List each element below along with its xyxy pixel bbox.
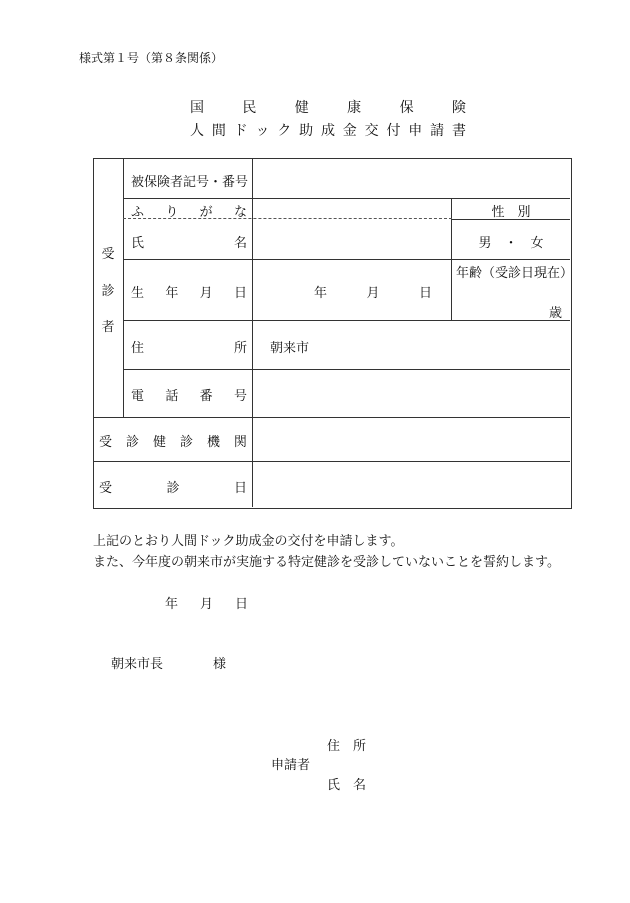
title-char: 付: [386, 123, 401, 139]
label-char: 月: [199, 286, 213, 301]
title-char: ド: [233, 123, 248, 139]
label-char: 関: [233, 435, 247, 450]
title-char: 健: [294, 100, 309, 116]
label-char: な: [233, 205, 247, 220]
label-char: 年: [165, 286, 179, 301]
date-unit: 年: [165, 597, 179, 612]
address-label: [131, 337, 247, 356]
title-char: 助: [299, 123, 314, 139]
age-label: 年齢（受診日現在）: [456, 266, 574, 281]
title-char: ク: [277, 123, 292, 139]
application-date[interactable]: [165, 593, 248, 612]
name-field[interactable]: [254, 220, 450, 258]
exam-date-label: [99, 477, 247, 496]
declaration-line: 上記のとおり人間ドック助成金の交付を申請します。: [93, 534, 404, 549]
label-char: 話: [165, 389, 179, 404]
title-char: 民: [242, 100, 257, 116]
applicant-name-label[interactable]: 氏 名: [327, 778, 367, 793]
label-char: 診: [125, 435, 139, 450]
phone-label: [131, 385, 247, 404]
date-unit: 月: [200, 597, 214, 612]
label-char: 日: [233, 286, 247, 301]
title-char: 人: [190, 123, 204, 139]
label-char: 生: [131, 286, 145, 301]
table-divider: [94, 417, 570, 418]
table-divider: [123, 369, 570, 370]
facility-field[interactable]: [254, 419, 570, 460]
title-char: 金: [342, 123, 357, 139]
unit-char: 年: [314, 286, 328, 301]
applicant-label: 申請者: [271, 758, 311, 773]
table-divider: [123, 198, 570, 199]
label-char: 番: [199, 389, 213, 404]
gender-options[interactable]: 男 ・ 女: [478, 236, 544, 251]
patient-section-label: [98, 243, 118, 335]
title-char: 成: [320, 123, 335, 139]
label-char: 電: [131, 389, 145, 404]
facility-label: [99, 431, 247, 450]
label-char: 住: [131, 341, 145, 356]
birthdate-label: [131, 282, 247, 301]
label-char: が: [199, 205, 213, 220]
title-line-1: [190, 97, 466, 117]
table-divider: [123, 320, 570, 321]
label-char: 受: [101, 247, 115, 262]
label-char: 機: [206, 435, 220, 450]
title-char: 険: [451, 100, 466, 116]
label-char: 診: [179, 435, 193, 450]
label-char: り: [165, 205, 179, 220]
address-field[interactable]: 朝来市: [270, 341, 310, 356]
phone-field[interactable]: [254, 371, 570, 415]
gender-header: 性 別: [491, 205, 531, 220]
date-unit: 日: [235, 597, 249, 612]
title-char: 国: [190, 100, 204, 116]
title-char: 間: [211, 123, 226, 139]
title-char: 交: [364, 123, 379, 139]
title-char: 保: [399, 100, 414, 116]
label-char: 日: [233, 481, 247, 496]
label-char: ふ: [131, 205, 145, 220]
title-char: 書: [451, 123, 466, 139]
furigana-field[interactable]: [254, 200, 450, 217]
label-char: 者: [101, 320, 115, 335]
addressee: [111, 653, 226, 672]
declaration-line: また、今年度の朝来市が実施する特定健診を受診していないことを誓約します。: [93, 555, 560, 570]
title-char: 申: [408, 123, 423, 139]
label-char: 氏: [131, 236, 145, 251]
application-form-table: [93, 158, 572, 509]
unit-char: 日: [418, 286, 432, 301]
label-char: 診: [101, 283, 115, 299]
title-char: ッ: [255, 123, 270, 139]
insured-number-label: 被保険者記号・番号: [131, 175, 249, 190]
unit-char: 月: [366, 286, 380, 301]
label-char: 健: [152, 435, 166, 450]
label-char: 受: [99, 481, 113, 496]
exam-date-field[interactable]: [254, 463, 570, 506]
name-label: [131, 232, 247, 251]
label-char: 受: [99, 435, 113, 450]
declaration: [93, 531, 560, 573]
furigana-label: [131, 201, 247, 220]
age-unit[interactable]: 歳: [549, 306, 563, 321]
form-number: 様式第１号（第８条関係）: [79, 51, 224, 65]
table-divider: [252, 159, 253, 507]
insured-number-field[interactable]: [254, 160, 570, 197]
title-char: 請: [430, 123, 445, 139]
birthdate-field[interactable]: [314, 282, 432, 301]
label-char: 診: [166, 481, 180, 496]
table-divider: [94, 461, 570, 462]
title-line-2: [190, 120, 466, 140]
label-char: 名: [233, 236, 247, 251]
title-char: 康: [347, 100, 362, 116]
label-char: 所: [233, 341, 247, 356]
applicant-address-label[interactable]: 住 所: [327, 739, 367, 754]
label-char: 号: [233, 389, 247, 404]
table-divider: [123, 259, 570, 260]
addressee-honorific: 様: [213, 657, 227, 672]
addressee-name: 朝来市長: [111, 657, 164, 672]
